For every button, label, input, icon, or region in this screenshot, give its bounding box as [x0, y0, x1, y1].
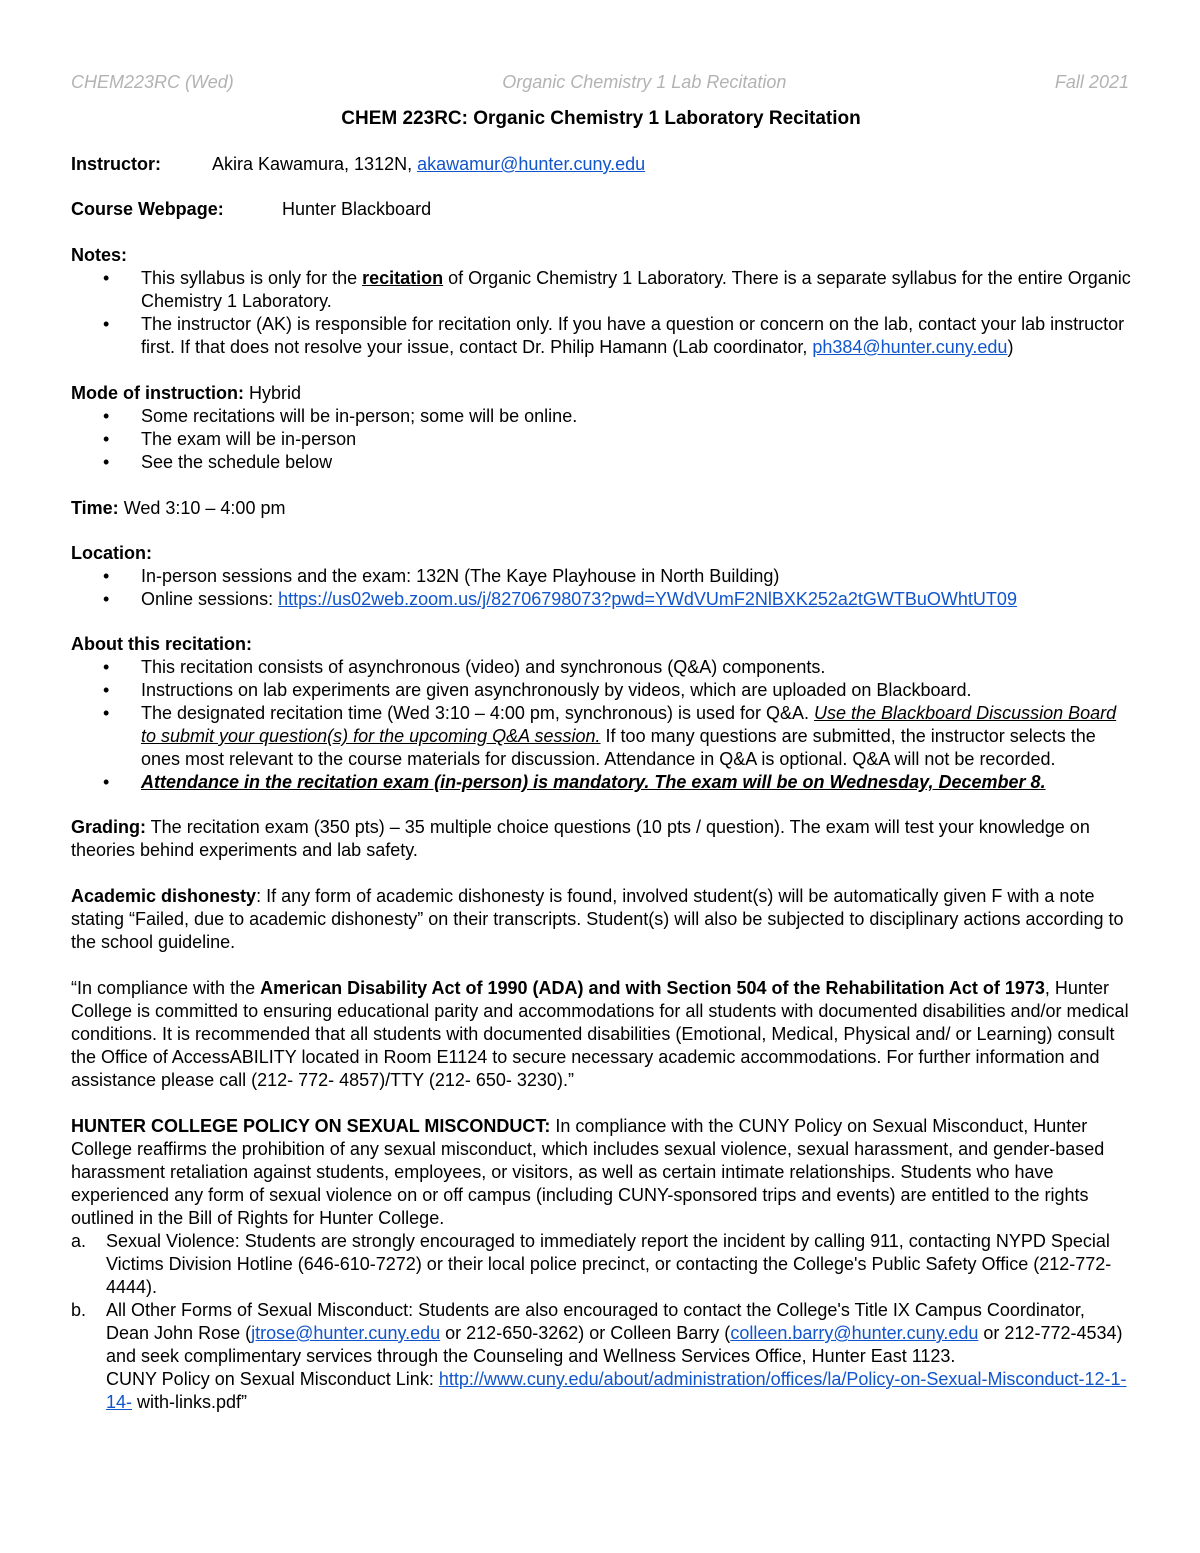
notes-item2-post: )	[1007, 337, 1014, 357]
coordinator-email-link[interactable]: ph384@hunter.cuny.edu	[812, 337, 1008, 357]
dishonesty-paragraph	[71, 885, 1131, 954]
notes-label: Notes:	[71, 245, 128, 265]
header-term: Fall 2021	[1054, 72, 1129, 92]
list-item	[71, 771, 1131, 794]
list-item	[71, 428, 1131, 451]
misconduct-label: HUNTER COLLEGE POLICY ON SEXUAL MISCONDUCT:	[71, 1116, 551, 1136]
list-item	[71, 451, 1131, 474]
running-header	[71, 71, 1129, 94]
bullet-icon: •	[103, 452, 110, 472]
notes-item1-pre: This syllabus is only for the	[141, 268, 363, 288]
bullet-icon: •	[103, 406, 110, 426]
list-item	[71, 679, 1131, 702]
about-item3-post: If too many questions are submitted, the instructor selects the ones most relevant to the course materials for discussion. Attendance in Q&A is optional. Q&A will not be recorded.	[141, 726, 1096, 769]
time-label: Time:	[71, 498, 119, 518]
about-item1: This recitation consists of asynchronous (video) and synchronous (Q&A) components.	[141, 657, 826, 677]
barry-email-link[interactable]: colleen.barry@hunter.cuny.edu	[730, 1323, 979, 1343]
instructor-email-link[interactable]: akawamur@hunter.cuny.edu	[417, 154, 646, 174]
list-item	[71, 588, 1131, 611]
misconduct-text: In compliance with the CUNY Policy on Sexual Misconduct, Hunter College reaffirms the prohibition of any sexual misconduct, which includes sexual violence, sexual harassment, and gender-based harassment retaliation against students, employees, or visitors, as well as certain intimate relationships. Students who have experienced any form of sexual violence on or off campus (including CUNY-sponsored trips and events) are entitled to the rights outlined in the Bill of Rights for Hunter College.	[71, 1116, 1105, 1228]
notes-item2-pre: The instructor (AK) is responsible for recitation only. If you have a question or concern on the lab, contact your lab instructor first. If that does not resolve your issue, contact Dr. Philip Hamann (Lab coordinator,	[141, 314, 1125, 357]
misconduct-b-mid2: or 212-772-4534) and seek complimentary services through the Counseling and Wellness Services Office, Hunter East 1123.	[106, 1323, 1123, 1366]
misconduct-b-pre: All Other Forms of Sexual Misconduct: Students are also encouraged to contact the College's Title IX Campus Coordinator, Dean John Rose (	[106, 1300, 1085, 1343]
header-course-name: Organic Chemistry 1 Lab Recitation	[502, 72, 787, 92]
instructor-text: Akira Kawamura, 1312N,	[212, 154, 418, 174]
about-heading	[71, 633, 1131, 656]
dishonesty-text: : If any form of academic dishonesty is found, involved student(s) will be automatically given F with a note stating “Failed, due to academic dishonesty” on their transcripts. Student(s) will also be subjected to disciplinary actions according to the school guideline.	[71, 886, 1124, 952]
rose-email-link[interactable]: jtrose@hunter.cuny.edu	[251, 1323, 441, 1343]
header-course-code: CHEM223RC (Wed)	[71, 72, 234, 92]
mode-label: Mode of instruction:	[71, 383, 244, 403]
policy-link[interactable]: http://www.cuny.edu/about/administration/offices/la/Policy-on-Sexual-Misconduct-12-1-14-	[106, 1369, 1127, 1412]
policy-link-pre: CUNY Policy on Sexual Misconduct Link:	[106, 1369, 439, 1389]
location-item1: In-person sessions and the exam: 132N (The Kaye Playhouse in North Building)	[141, 566, 780, 586]
instructor-line	[71, 153, 1131, 176]
mode-line	[71, 382, 1131, 405]
list-marker: b.	[71, 1300, 87, 1320]
mode-list	[71, 405, 1131, 474]
misconduct-paragraph	[71, 1115, 1131, 1230]
bullet-icon: •	[103, 589, 110, 609]
time-line	[71, 497, 1131, 520]
ada-paragraph	[71, 977, 1131, 1092]
misconduct-a-text: Sexual Violence: Students are strongly encouraged to immediately report the incident by calling 911, contacting NYPD Special Victims Division Hotline (646-610-7272) or their local police precinct, or contacting the College's Public Safety Office (212-772-4444).	[106, 1231, 1112, 1297]
list-item	[71, 267, 1131, 313]
location-list	[71, 565, 1131, 611]
location-label: Location:	[71, 543, 152, 563]
course-webpage-label: Course Webpage:	[71, 199, 224, 219]
misconduct-list	[71, 1230, 1131, 1414]
ada-pre: “In compliance with the	[71, 978, 261, 998]
bullet-icon: •	[103, 314, 110, 334]
bullet-icon: •	[103, 703, 110, 723]
list-item	[71, 1299, 1131, 1414]
notes-heading	[71, 244, 1131, 267]
location-item2-pre: Online sessions:	[141, 589, 279, 609]
about-list	[71, 656, 1131, 794]
bullet-icon: •	[103, 429, 110, 449]
document-title: CHEM 223RC: Organic Chemistry 1 Laboratory Recitation	[341, 108, 861, 129]
list-marker: a.	[71, 1231, 87, 1251]
course-webpage-value: Hunter Blackboard	[282, 199, 432, 219]
time-value: Wed 3:10 – 4:00 pm	[118, 498, 286, 518]
ada-bold: American Disability Act of 1990 (ADA) and with Section 504 of the Rehabilitation Act of 1973	[260, 978, 1045, 998]
about-item3-pre: The designated recitation time (Wed 3:10 – 4:00 pm, synchronous) is used for Q&A.	[141, 703, 815, 723]
bullet-icon: •	[103, 566, 110, 586]
notes-item1-post: of Organic Chemistry 1 Laboratory. There is a separate syllabus for the entire Organic Chemistry 1 Laboratory.	[141, 268, 1131, 311]
misconduct-b-mid1: or 212-650-3262) or Colleen Barry (	[440, 1323, 731, 1343]
ada-post: , Hunter College is committed to ensuring educational parity and accommodations for all students with documented disabilities and/or medical conditions. It is recommended that all students with documented disabilities (Emotional, Medical, Physical and/ or Learning) consult the Office of AccessABILITY located in Room E1124 to secure necessary academic accommodations. For further information and assistance please call (212- 772- 4857)/TTY (212- 650- 3230).”	[71, 978, 1129, 1090]
mode-value: Hybrid	[243, 383, 301, 403]
policy-link-post: with-links.pdf”	[132, 1392, 248, 1412]
list-item	[71, 405, 1131, 428]
location-heading	[71, 542, 1131, 565]
grading-text: The recitation exam (350 pts) – 35 multiple choice questions (10 pts / question). The exam will test your knowledge on theories behind experiments and lab safety.	[71, 817, 1090, 860]
zoom-link[interactable]: https://us02web.zoom.us/j/82706798073?pwd=YWdVUmF2NlBXK252a2tGWTBuOWhtUT09	[278, 589, 1017, 609]
bullet-icon: •	[103, 680, 110, 700]
about-item4: Attendance in the recitation exam (in-person) is mandatory. The exam will be on Wednesday, December 8.	[141, 772, 1046, 792]
list-item	[71, 656, 1131, 679]
grading-paragraph	[71, 816, 1131, 862]
course-webpage-line	[71, 198, 1131, 221]
bullet-icon: •	[103, 657, 110, 677]
about-item3-emph: Use the Blackboard Discussion Board to submit your question(s) for the upcoming Q&A session.	[141, 703, 1117, 746]
about-label: About this recitation:	[71, 634, 252, 654]
list-item	[71, 565, 1131, 588]
mode-item: Some recitations will be in-person; some will be online.	[141, 406, 578, 426]
about-item2: Instructions on lab experiments are given asynchronously by videos, which are uploaded on Blackboard.	[141, 680, 972, 700]
list-item	[71, 313, 1131, 359]
list-item	[71, 1230, 1131, 1299]
instructor-label: Instructor:	[71, 154, 161, 174]
notes-item1-emph: recitation	[362, 268, 444, 288]
list-item	[71, 702, 1131, 771]
bullet-icon: •	[103, 268, 110, 288]
grading-label: Grading:	[71, 817, 146, 837]
document-body	[71, 107, 1131, 1414]
dishonesty-label: Academic dishonesty	[71, 886, 257, 906]
mode-item: The exam will be in-person	[141, 429, 357, 449]
notes-list	[71, 267, 1131, 359]
bullet-icon: •	[103, 772, 110, 792]
mode-item: See the schedule below	[141, 452, 333, 472]
